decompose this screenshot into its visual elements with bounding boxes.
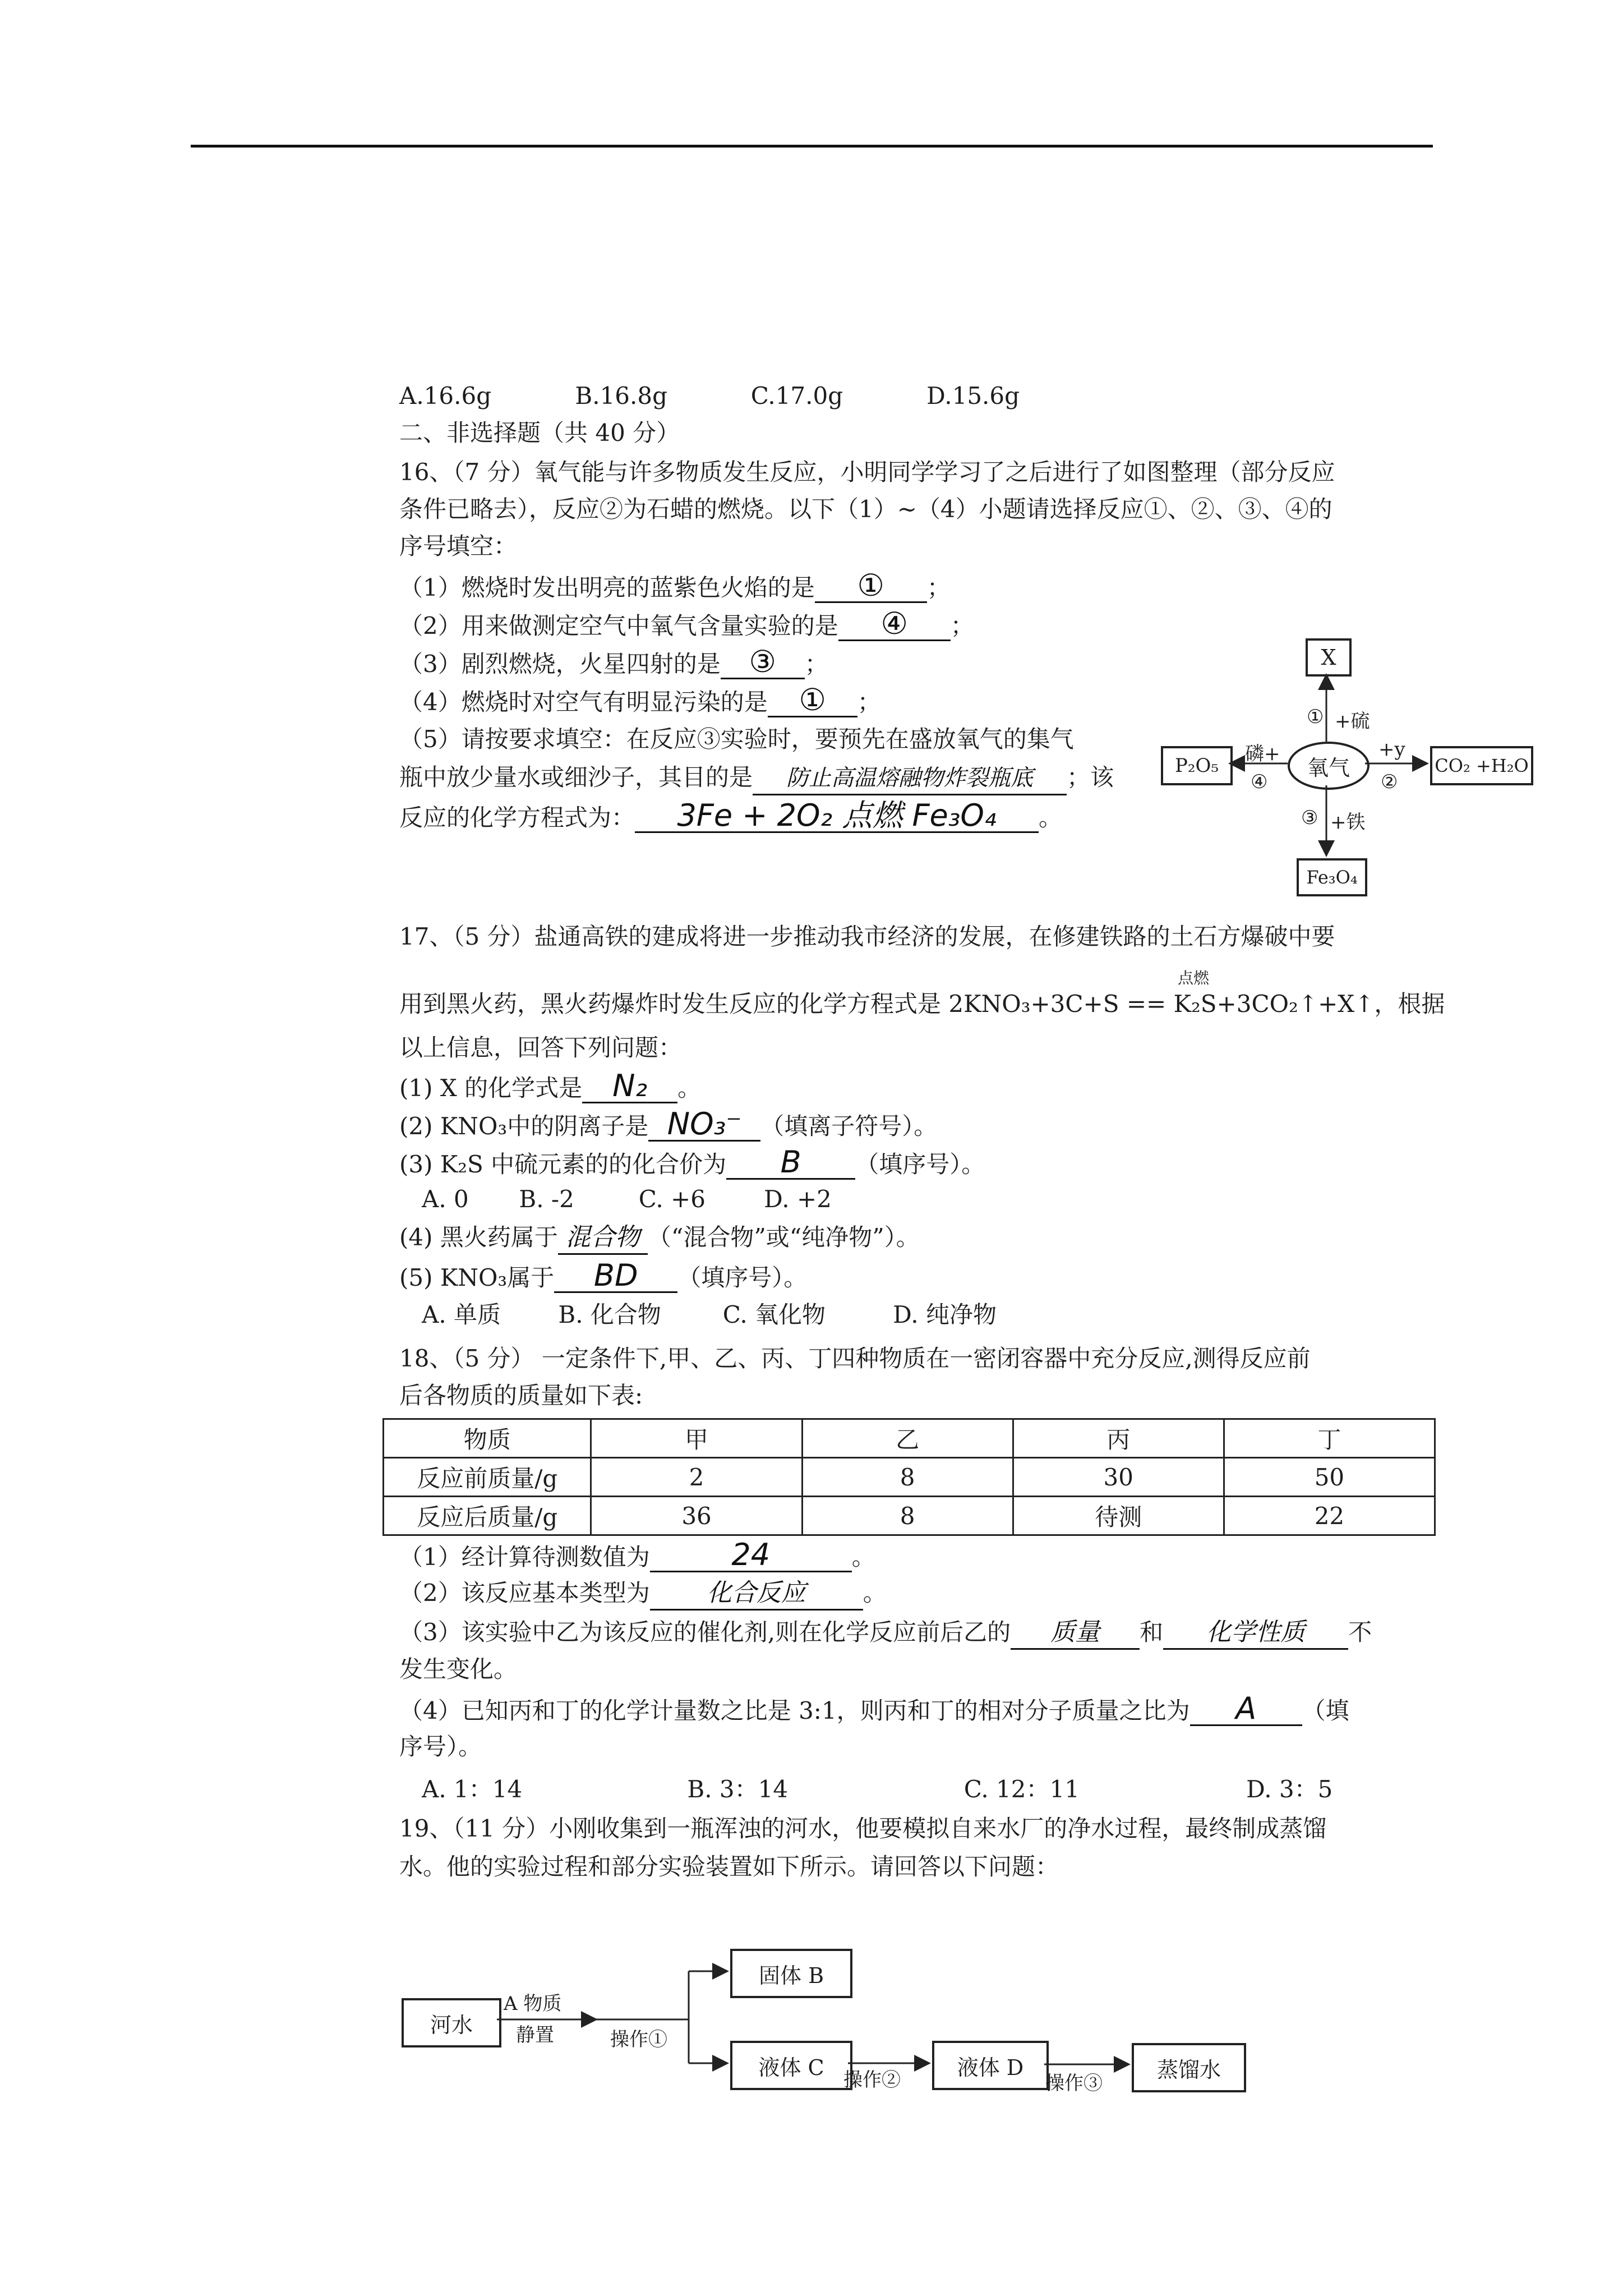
answer: 质量 bbox=[1011, 1617, 1140, 1650]
answer: ③ bbox=[721, 646, 805, 679]
q17-part-1: (1) X 的化学式是 N₂ 。 bbox=[399, 1068, 702, 1103]
answer: 混合物 bbox=[558, 1222, 648, 1255]
answer: ① bbox=[815, 570, 927, 603]
diagram-bottom-label: +铁 bbox=[1330, 811, 1366, 834]
q16-part-5-line-3: 反应的化学方程式为： 3Fe + 2O₂ 点燃 Fe₃O₄ 。 bbox=[399, 798, 1063, 833]
q17-intro-2: 用到黑火药，黑火药爆炸时发生反应的化学方程式是 2KNO₃+3C+S == K₂S+3CO₂↑+X↑，根据 bbox=[399, 990, 1445, 1018]
q16-part-5-line-1: （5）请按要求填空：在反应③实验时，要预先在盛放氧气的集气 bbox=[399, 725, 1074, 753]
q17-part-3: (3) K₂S 中硫元素的的化合价为 B （填序号）。 bbox=[399, 1144, 985, 1180]
diagram-p2o5-box: P₂O₅ bbox=[1161, 746, 1233, 785]
q18-part-1: （1）经计算待测数值为 24 。 bbox=[399, 1537, 875, 1572]
q18-intro-2: 后各物质的质量如下表: bbox=[399, 1382, 643, 1409]
flow-settle: 静置 bbox=[516, 2024, 554, 2046]
flow-liquid-d-box: 液体 D bbox=[932, 2041, 1049, 2090]
flow-op1: 操作① bbox=[610, 2028, 667, 2051]
diagram-top-num: ① bbox=[1307, 706, 1324, 728]
q18-part-2: （2）该反应基本类型为 化合反应 。 bbox=[399, 1577, 887, 1611]
flow-distilled-box: 蒸馏水 bbox=[1132, 2043, 1246, 2092]
flow-liquid-c-box: 液体 C bbox=[730, 2041, 852, 2090]
table-row: 反应后质量/g 36 8 待测 22 bbox=[384, 1497, 1435, 1535]
answer: 化合反应 bbox=[650, 1577, 863, 1611]
mass-table bbox=[382, 1418, 1436, 1536]
diagram-left-num: ④ bbox=[1251, 771, 1268, 793]
q16-part-4: （4）燃烧时对空气有明显污染的是 ① ； bbox=[399, 682, 881, 717]
diagram-right-label: +y bbox=[1378, 738, 1405, 761]
table-header-row: 物质 甲 乙 丙 丁 bbox=[384, 1419, 1435, 1458]
diagram-oxygen: 氧气 bbox=[1288, 742, 1370, 790]
option-d: D.15.6g bbox=[926, 382, 1020, 409]
q19-intro-1: 19、（11 分）小刚收集到一瓶浑浊的河水，他要模拟自来水厂的净水过程，最终制成蒸馏 bbox=[399, 1815, 1327, 1842]
q17-part-2: (2) KNO₃中的阴离子是 NO₃⁻ （填离子符号）。 bbox=[399, 1106, 938, 1142]
q16-part-3: （3）剧烈燃烧，火星四射的是 ③ ； bbox=[399, 644, 828, 679]
section-title: 二、非选择题（共 40 分） bbox=[399, 419, 680, 447]
q16-part-2: （2）用来做测定空气中氧气含量实验的是 ④ ； bbox=[399, 606, 974, 641]
flow-solid-b-box: 固体 B bbox=[730, 1949, 852, 1998]
diagram-top-label: +硫 bbox=[1335, 710, 1370, 733]
header-rule bbox=[191, 145, 1433, 148]
q17-intro-3: 以上信息，回答下列问题： bbox=[399, 1034, 683, 1061]
q17-part-4: (4) 黑火药属于 混合物 （“混合物”或“纯净物”）。 bbox=[399, 1222, 920, 1255]
answer: 化学性质 bbox=[1163, 1617, 1348, 1650]
option-a: A.16.6g bbox=[399, 382, 492, 409]
answer: BD bbox=[554, 1260, 677, 1293]
answer: B bbox=[726, 1147, 855, 1180]
q15-options bbox=[399, 380, 1095, 412]
q19-intro-2: 水。他的实验过程和部分实验装置如下所示。请回答以下问题： bbox=[399, 1853, 1059, 1880]
diagram-fe3o4-box: Fe₃O₄ bbox=[1297, 858, 1367, 896]
q18-part-3-line-2: 发生变化。 bbox=[399, 1655, 518, 1683]
flow-river-box: 河水 bbox=[402, 1998, 501, 2047]
q16-part-5-line-2: 瓶中放少量水或细沙子，其目的是 防止高温熔融物炸裂瓶底 ；该 bbox=[399, 762, 1114, 795]
q17-condition: 点燃 bbox=[1178, 969, 1210, 987]
answer: 防止高温熔融物炸裂瓶底 bbox=[753, 762, 1067, 795]
q16-intro-2: 条件已略去），反应②为石蜡的燃烧。以下（1）~（4）小题请选择反应①、②、③、④的 bbox=[399, 495, 1332, 523]
diagram-right-num: ② bbox=[1381, 771, 1398, 793]
flow-op3: 操作③ bbox=[1045, 2072, 1103, 2095]
q17-part-3-options: A. 0 B. -2 C. +6 D. +2 bbox=[422, 1185, 832, 1213]
q18-intro-1: 18、（5 分） 一定条件下,甲、乙、丙、丁四种物质在一密闭容器中充分反应,测得反应前 bbox=[399, 1345, 1311, 1372]
q16-intro-1: 16、（7 分）氧气能与许多物质发生反应，小明同学学习了之后进行了如图整理（部分反应 bbox=[399, 458, 1335, 486]
diagram-x-box: X bbox=[1306, 638, 1352, 677]
answer: 3Fe + 2O₂ 点燃 Fe₃O₄ bbox=[635, 800, 1039, 833]
q17-part-5: (5) KNO₃属于 BD （填序号）。 bbox=[399, 1258, 808, 1293]
option-c: C.17.0g bbox=[750, 382, 843, 409]
flow-a-substance: A 物质 bbox=[504, 1993, 562, 2015]
q16-part-1: （1）燃烧时发出明亮的蓝紫色火焰的是 ① ； bbox=[399, 568, 951, 603]
table-row: 反应前质量/g 2 8 30 50 bbox=[384, 1458, 1435, 1497]
flow-op2: 操作② bbox=[843, 2069, 901, 2091]
q16-intro-3: 序号填空： bbox=[399, 532, 518, 560]
diagram-bottom-num: ③ bbox=[1301, 807, 1318, 829]
diagram-left-label: 磷+ bbox=[1245, 743, 1280, 765]
q18-part-4-options: A. 1：14 B. 3：14 C. 12：11 D. 3：5 bbox=[422, 1775, 1333, 1803]
q18-part-3: （3）该实验中乙为该反应的催化剂,则在化学反应前后乙的 质量 和 化学性质 不 bbox=[399, 1617, 1372, 1650]
q18-part-4: （4）已知丙和丁的化学计量数之比是 3:1，则丙和丁的相对分子质量之比为 A （填 bbox=[399, 1691, 1349, 1726]
q18-part-4-line-2: 序号）。 bbox=[399, 1733, 482, 1760]
answer: ① bbox=[768, 684, 857, 717]
option-b: B.16.8g bbox=[575, 382, 667, 409]
answer: NO₃⁻ bbox=[648, 1108, 760, 1142]
answer: 24 bbox=[650, 1539, 852, 1572]
answer: A bbox=[1190, 1693, 1302, 1726]
answer: N₂ bbox=[582, 1070, 677, 1103]
q17-intro-1: 17、（5 分）盐通高铁的建成将进一步推动我市经济的发展，在修建铁路的土石方爆破中要 bbox=[399, 923, 1335, 950]
q17-part-5-options: A. 单质 B. 化合物 C. 氧化物 D. 纯净物 bbox=[422, 1301, 997, 1328]
answer: ④ bbox=[838, 608, 951, 641]
diagram-co2-box: CO₂ +H₂O bbox=[1430, 746, 1533, 785]
